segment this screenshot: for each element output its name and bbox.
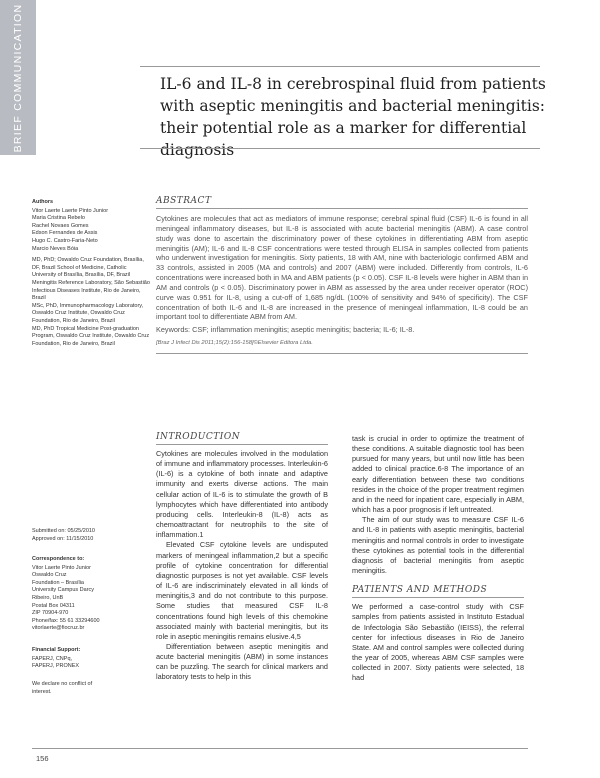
author-name: Marcio Neves Bóia [32, 245, 79, 252]
author-name: Maria Cristina Rebelo [32, 215, 85, 222]
dates-block [32, 528, 150, 543]
correspondence-line: Foundation – Brasília [32, 579, 84, 586]
financial-support-text: FAPERJ, CNPq, FAPERJ, PRONEX [32, 655, 80, 670]
correspondence-heading: Correspondence to: [32, 556, 85, 562]
body-left-column [156, 432, 328, 683]
conflict-block [32, 681, 150, 696]
methods-heading: PATIENTS AND METHODS [352, 585, 524, 598]
intro-paragraph: task is crucial in order to optimize the treatment of these conditions. A suitable diagnostic tool has been pursued for many years, but until now little has been added to clinical practice.6-8 The importance of an early differentiation between these two conditions resides in the choice of the proper treatment regimen and in the need for inpatient care, especially in ABM, which has a poor prognosis if left untreated. [352, 434, 524, 515]
correspondence-email[interactable]: vitorlaerte@fiocruz.br [32, 625, 85, 632]
abstract-heading: ABSTRACT [156, 196, 528, 209]
footer-divider [32, 748, 528, 749]
section-label-band [0, 0, 36, 155]
methods-paragraph: We performed a case-control study with CSF samples from patients assisted in Instituto Estadual de Infectologia São Sebastião (IEISS), the referral center for infectious diseases in Rio de Janeiro State. AM and control samples were collected during the year of 2005, whereas ABM CSF samples were collected in 2007. Sixty patients were selected, 18 had [352, 602, 524, 683]
author-name: Hugo C. Castro-Faria-Neto [32, 237, 98, 244]
correspondence-line: Vitor Laerte Pinto Junior [32, 564, 91, 571]
approved-date: Approved on: 11/15/2010 [32, 535, 94, 542]
financial-support-heading: Financial Support: [32, 647, 81, 653]
abstract-text: Cytokines are molecules that act as mediators of immune response; cerebral spinal fluid (CSF) IL-6 is found in all meningeal inflammatory diseases, but IL-8 is associated with acute bacterial meningitis (ABM). A case control study was done to ascertain the discriminatory power of these cytokines in differentiating ABM from aseptic meningitis (AM); IL-6 and IL-8 CSF concentrations were tested through ELISA in samples collected from patients who underwent investigation for meningitis. Sixty patients, 18 with AM, nine with bacteriologic confirmed ABM and 33 controls, assisted in 2005 (MA and controls) and 2007 (ABM) were included. Differently from controls, IL-6 concentrations were increased both in MA and ABM patients (p < 0.05). CSF IL-8 levels were higher in ABM than in AM and controls (p < 0.05). Discriminatory power in ABM as assessed by the area under receiver operator (ROC) curve was 0.951 for IL-8, using a cut-off of 1,685 ng/dL (100% of sensitivity and 94% of specificity). The CSF concentration of both IL-6 and IL-8 are increased in the presence of meningeal inflammation, IL-8 could be an important tool to differentiate ABM from AM. [156, 214, 528, 322]
intro-paragraph: Elevated CSF cytokine levels are undisputed markers of meningeal inflammation,2 but a specific profile of cytokine concentration for differential diagnostic purposes is not yet available. CSF levels of IL-6 are indiscriminately elevated in all kinds of meningitis,3 and do not contribute to this purpose. Some studies that measured CSF IL-8 concentrations found high levels of this chemokine associated mainly with bacterial meningitis, but its role in aseptic meningitis remains elusive.4,5 [156, 540, 328, 641]
intro-paragraph: The aim of our study was to measure CSF IL-6 and IL-8 in patients with aseptic meningitis, bacterial meningitis and normal controls in order to investigate these cytokines as potential tools in the differential diagnosis of bacterial meningitis from aseptic meningitis. [352, 515, 524, 576]
title-top-divider [140, 66, 540, 67]
intro-paragraph: Differentiation between aseptic meningitis and acute bacterial meningitis (ABM) in some instances can be puzzling. The search for clinical markers and laboratory tests to help in this [156, 641, 328, 682]
abstract-section [156, 196, 528, 354]
page-number: 156 [36, 754, 49, 763]
author-name: Rachel Novaes Gomes [32, 222, 89, 229]
abstract-divider [156, 353, 528, 354]
body-right-column [352, 434, 524, 683]
citation: [Braz J Infect Dis 2011;15(2):156-158]©Elsevier Editora Ltda. [156, 340, 313, 347]
author-name: Edson Fernandes de Assis [32, 230, 98, 237]
correspondence-line: Phone/fax: 55 61 33294600 [32, 617, 100, 624]
correspondence-line: Postal Box 04311 [32, 602, 75, 609]
affiliation: MSc, PhD, Immunopharmacology Laboratory, Oswaldo Cruz Institute, Oswaldo Cruz Foundation, Rio de Janeiro, Brazil [32, 302, 144, 324]
submitted-date: Submitted on: 05/25/2010 [32, 528, 95, 534]
correspondence-line: Oswaldo Cruz [32, 572, 67, 579]
authors-block [32, 199, 150, 348]
author-name: Vitor Laerte Laerte Pinto Junior [32, 207, 109, 214]
keywords: Keywords: CSF; inflammation meningitis; aseptic meningitis; bacteria; IL-6; IL-8. [156, 325, 415, 335]
correspondence-line: University Campus Darcy [32, 587, 95, 594]
affiliation: MD, PhD Tropical Medicine Post-graduation Program, Oswaldo Cruz Institute, Oswaldo Cruz Foundation, Rio de Janeiro, Brazil [32, 325, 150, 347]
article-title: IL-6 and IL-8 in cerebrospinal fluid from patients with aseptic meningitis and bacterial meningitis: their potential role as a marker for differential diagnosis [160, 75, 546, 159]
affiliation: Meningitis Reference Laboratory, São Sebastião Infectious Diseases Institute, Rio de Janeiro, Brazil [32, 279, 150, 302]
correspondence-block [32, 556, 150, 633]
title-bottom-divider [140, 148, 540, 149]
authors-heading: Authors [32, 199, 54, 205]
correspondence-line: ZIP 70904-970 [32, 610, 69, 617]
affiliation: MD, PhD; Oswaldo Cruz Foundation, Brasília, DF, Brazil School of Medicine, Catholic University of Brasília, Brasília, DF, Brazil [32, 257, 144, 279]
financial-support-block [32, 647, 150, 671]
introduction-heading: INTRODUCTION [156, 432, 328, 445]
section-label: BRIEF COMMUNICATION [12, 3, 24, 153]
correspondence-line: Ribeiro, UnB [32, 594, 64, 601]
intro-paragraph: Cytokines are molecules involved in the modulation of immune and inflammatory processes. Interleukin-6 (IL-6) is a cytokine of both innate and adaptive immunity and exerts diverse actions. The main cellular action of IL-6 is to stimulate the growth of B lymphocytes which have differentiated into antibody producing cells. Interleukin-8 (IL-8) acts as chemoattractant for neutrophils to the site of inflammation.1 [156, 449, 328, 540]
conflict-statement: We declare no conflict of interest. [32, 681, 93, 695]
